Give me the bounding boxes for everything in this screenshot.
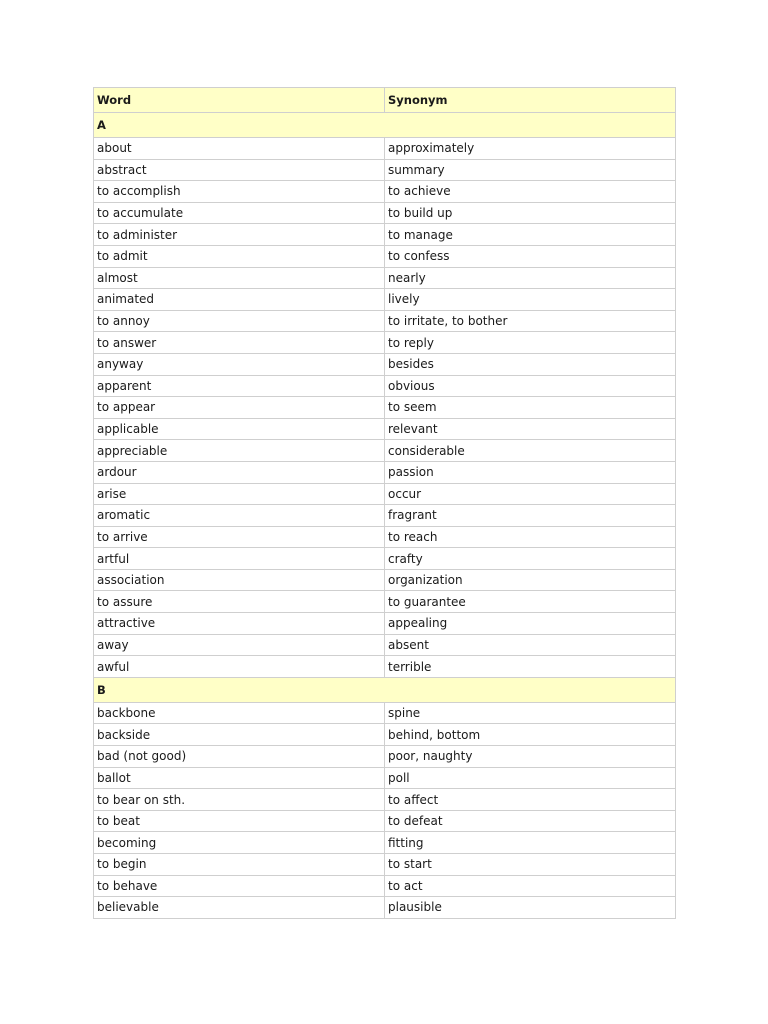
word-cell: backbone xyxy=(94,702,385,724)
synonym-cell: lively xyxy=(385,289,676,311)
synonym-cell: to manage xyxy=(385,224,676,246)
word-cell: awful xyxy=(94,656,385,678)
table-row xyxy=(94,202,676,224)
synonym-cell: relevant xyxy=(385,418,676,440)
table-row xyxy=(94,767,676,789)
synonym-cell: fitting xyxy=(385,832,676,854)
word-cell: ardour xyxy=(94,461,385,483)
synonym-cell: approximately xyxy=(385,138,676,160)
synonym-cell: to achieve xyxy=(385,181,676,203)
table-row xyxy=(94,440,676,462)
word-cell: to arrive xyxy=(94,526,385,548)
section-header-row xyxy=(94,677,676,702)
table-row xyxy=(94,789,676,811)
table-row xyxy=(94,875,676,897)
word-cell: to annoy xyxy=(94,310,385,332)
word-cell: apparent xyxy=(94,375,385,397)
synonym-cell: considerable xyxy=(385,440,676,462)
synonym-cell: to act xyxy=(385,875,676,897)
word-cell: almost xyxy=(94,267,385,289)
section-letter: A xyxy=(94,113,676,138)
synonym-cell: terrible xyxy=(385,656,676,678)
synonym-cell: obvious xyxy=(385,375,676,397)
synonym-cell: appealing xyxy=(385,613,676,635)
synonym-cell: to defeat xyxy=(385,810,676,832)
table-row xyxy=(94,548,676,570)
synonym-cell: occur xyxy=(385,483,676,505)
word-cell: applicable xyxy=(94,418,385,440)
word-cell: to begin xyxy=(94,854,385,876)
synonym-cell: to confess xyxy=(385,245,676,267)
synonym-table xyxy=(93,87,676,919)
synonym-cell: to start xyxy=(385,854,676,876)
synonym-cell: absent xyxy=(385,634,676,656)
table-row xyxy=(94,375,676,397)
table-row xyxy=(94,897,676,919)
word-cell: anyway xyxy=(94,353,385,375)
word-cell: believable xyxy=(94,897,385,919)
table-row xyxy=(94,181,676,203)
word-cell: ballot xyxy=(94,767,385,789)
table-row xyxy=(94,224,676,246)
word-cell: to behave xyxy=(94,875,385,897)
table-row xyxy=(94,832,676,854)
synonym-cell: summary xyxy=(385,159,676,181)
table-row xyxy=(94,159,676,181)
table-row xyxy=(94,702,676,724)
table-row xyxy=(94,418,676,440)
word-cell: to administer xyxy=(94,224,385,246)
synonym-cell: behind, bottom xyxy=(385,724,676,746)
table-row xyxy=(94,310,676,332)
table-row xyxy=(94,289,676,311)
synonym-cell: to guarantee xyxy=(385,591,676,613)
table-row xyxy=(94,854,676,876)
section-letter: B xyxy=(94,677,676,702)
synonym-cell: to reply xyxy=(385,332,676,354)
table-row xyxy=(94,613,676,635)
word-cell: animated xyxy=(94,289,385,311)
word-cell: backside xyxy=(94,724,385,746)
word-cell: appreciable xyxy=(94,440,385,462)
word-cell: to accomplish xyxy=(94,181,385,203)
synonym-cell: plausible xyxy=(385,897,676,919)
column-header-synonym: Synonym xyxy=(385,88,676,113)
word-cell: becoming xyxy=(94,832,385,854)
table-row xyxy=(94,591,676,613)
synonym-cell: to reach xyxy=(385,526,676,548)
column-header-word: Word xyxy=(94,88,385,113)
synonym-cell: to build up xyxy=(385,202,676,224)
word-cell: artful xyxy=(94,548,385,570)
table-row xyxy=(94,569,676,591)
word-cell: to bear on sth. xyxy=(94,789,385,811)
table-row xyxy=(94,138,676,160)
synonym-cell: nearly xyxy=(385,267,676,289)
table-row xyxy=(94,461,676,483)
word-cell: to beat xyxy=(94,810,385,832)
word-cell: association xyxy=(94,569,385,591)
synonym-table-body xyxy=(94,88,676,919)
table-header-row xyxy=(94,88,676,113)
table-row xyxy=(94,245,676,267)
table-row xyxy=(94,724,676,746)
table-row xyxy=(94,397,676,419)
synonym-cell: fragrant xyxy=(385,505,676,527)
word-cell: to accumulate xyxy=(94,202,385,224)
word-cell: aromatic xyxy=(94,505,385,527)
table-row xyxy=(94,746,676,768)
synonym-cell: crafty xyxy=(385,548,676,570)
table-row xyxy=(94,332,676,354)
table-row xyxy=(94,634,676,656)
word-cell: arise xyxy=(94,483,385,505)
table-row xyxy=(94,526,676,548)
word-cell: about xyxy=(94,138,385,160)
word-cell: abstract xyxy=(94,159,385,181)
synonym-cell: to seem xyxy=(385,397,676,419)
synonym-cell: besides xyxy=(385,353,676,375)
table-row xyxy=(94,267,676,289)
section-header-row xyxy=(94,113,676,138)
table-row xyxy=(94,505,676,527)
word-cell: to admit xyxy=(94,245,385,267)
word-cell: attractive xyxy=(94,613,385,635)
word-cell: bad (not good) xyxy=(94,746,385,768)
synonym-cell: spine xyxy=(385,702,676,724)
synonym-cell: to affect xyxy=(385,789,676,811)
word-cell: to answer xyxy=(94,332,385,354)
synonym-cell: poor, naughty xyxy=(385,746,676,768)
synonym-cell: to irritate, to bother xyxy=(385,310,676,332)
word-cell: away xyxy=(94,634,385,656)
table-row xyxy=(94,353,676,375)
word-cell: to assure xyxy=(94,591,385,613)
synonym-cell: organization xyxy=(385,569,676,591)
table-row xyxy=(94,656,676,678)
table-row xyxy=(94,483,676,505)
word-cell: to appear xyxy=(94,397,385,419)
table-row xyxy=(94,810,676,832)
synonym-cell: poll xyxy=(385,767,676,789)
synonym-cell: passion xyxy=(385,461,676,483)
